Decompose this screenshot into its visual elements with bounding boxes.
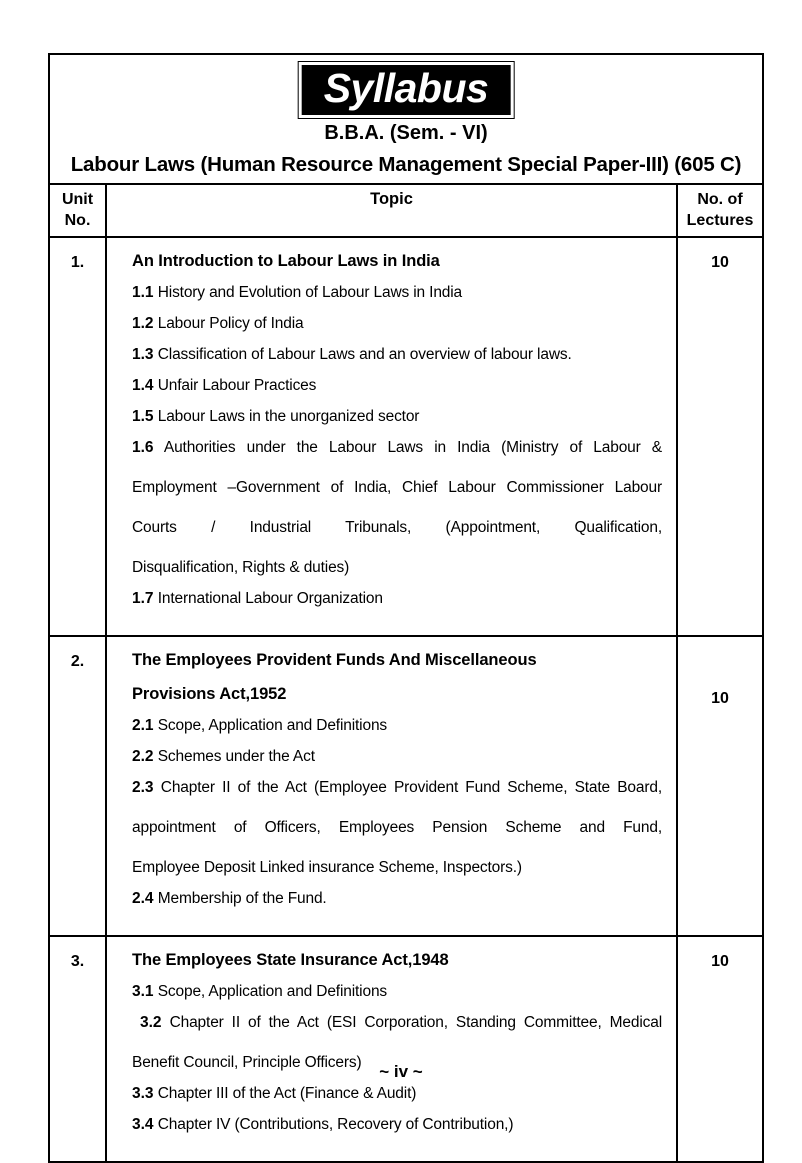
topic-item-text: Chapter IV (Contributions, Recovery of Contribution,) — [157, 1116, 514, 1133]
unit-heading-line1: The Employees Provident Funds And Miscellaneous — [132, 651, 537, 669]
topic-item-number: 1.4 — [132, 377, 154, 394]
topic-item-number: 1.6 — [132, 439, 154, 456]
topic-item — [132, 1115, 662, 1135]
topic-item-text: Labour Laws in the unorganized sector — [157, 408, 420, 425]
topic-item-number: 2.1 — [132, 717, 154, 734]
column-header-topic — [107, 185, 678, 236]
syllabus-table — [48, 53, 764, 1163]
topic-item-text: Membership of the Fund. — [157, 890, 327, 907]
column-header-lectures — [678, 185, 762, 236]
topic-item-text: International Labour Organization — [157, 590, 383, 607]
topic-item — [132, 778, 662, 878]
topic-item-number: 2.2 — [132, 748, 154, 765]
topic-item-number: 2.3 — [132, 779, 154, 796]
topic-item-number: 3.3 — [132, 1085, 154, 1102]
topic-item-text: Schemes under the Act — [157, 748, 315, 765]
topic-item — [132, 889, 662, 909]
unit-number: 1. — [50, 238, 107, 635]
topic-item-line: Authorities under the Labour Laws in India (Ministry of Labour & — [163, 439, 662, 456]
topic-item — [132, 438, 662, 578]
topic-item-number: 1.5 — [132, 408, 154, 425]
topic-item-number: 1.1 — [132, 284, 154, 301]
unit-number: 3. — [50, 937, 107, 1161]
column-header-lectures-line2: Lectures — [686, 212, 754, 229]
topic-item-line: Courts / Industrial Tribunals, (Appointment, Qualification, — [132, 519, 662, 536]
column-header-unit-no-line1: Unit — [61, 191, 94, 208]
topic-item — [132, 376, 662, 396]
topic-item-number: 3.2 — [140, 1014, 162, 1031]
unit-heading-line2: Provisions Act,1952 — [132, 685, 287, 703]
topic-item-line: appointment of Officers, Employees Pension Scheme and Fund, — [132, 819, 662, 836]
paper-title: Labour Laws (Human Resource Management Special Paper-III) (605 C) — [50, 150, 762, 185]
topic-item-text: Classification of Labour Laws and an overview of labour laws. — [157, 346, 572, 363]
column-header-lectures-line1: No. of — [697, 191, 743, 208]
unit-topic-cell — [107, 238, 678, 635]
topic-item-text: Unfair Labour Practices — [157, 377, 317, 394]
topic-item — [132, 589, 662, 609]
table-row — [50, 238, 762, 637]
topic-item-number: 2.4 — [132, 890, 154, 907]
topic-item-number: 1.3 — [132, 346, 154, 363]
unit-heading: An Introduction to Labour Laws in India — [132, 252, 440, 270]
course-label: B.B.A. (Sem. - VI) — [324, 122, 488, 144]
unit-lecture-count: 10 — [711, 254, 729, 271]
topic-item-line: Employee Deposit Linked insurance Scheme, Inspectors.) — [132, 859, 522, 876]
unit-heading — [132, 650, 662, 705]
column-header-unit-no — [50, 185, 107, 236]
topic-item-text: Scope, Application and Definitions — [157, 983, 388, 1000]
syllabus-banner-label: Syllabus — [302, 65, 511, 115]
topic-item-text: History and Evolution of Labour Laws in India — [157, 284, 463, 301]
topic-item — [132, 716, 662, 736]
topic-item — [132, 982, 662, 1002]
topic-item-line: Benefit Council, Principle Officers) — [132, 1054, 362, 1071]
column-header-topic-label: Topic — [370, 190, 413, 208]
unit-heading: The Employees State Insurance Act,1948 — [132, 951, 449, 969]
topic-item — [132, 314, 662, 334]
topic-item-number: 1.7 — [132, 590, 154, 607]
table-row — [50, 937, 762, 1161]
topic-item-line: Chapter II of the Act (Employee Provident Fund Scheme, State Board, — [160, 779, 662, 796]
topic-item-line: Disqualification, Rights & duties) — [132, 559, 350, 576]
topic-item-text: Chapter III of the Act (Finance & Audit) — [157, 1085, 417, 1102]
page-footer: ~ iv ~ — [379, 1062, 423, 1081]
unit-number: 2. — [50, 637, 107, 935]
topic-item-text: Scope, Application and Definitions — [157, 717, 388, 734]
table-header-row — [50, 185, 762, 238]
unit-topic-cell — [107, 937, 678, 1161]
topic-item-number: 3.1 — [132, 983, 154, 1000]
unit-topic-cell — [107, 637, 678, 935]
unit-lecture-count: 10 — [711, 953, 729, 970]
topic-item — [132, 407, 662, 427]
topic-item — [132, 283, 662, 303]
topic-item-line: Chapter II of the Act (ESI Corporation, Standing Committee, Medical — [169, 1014, 662, 1031]
table-row — [50, 637, 762, 937]
syllabus-banner-row — [50, 55, 762, 117]
topic-item — [132, 1084, 662, 1104]
column-header-unit-no-line2: No. — [64, 212, 91, 229]
unit-lecture-count: 10 — [711, 690, 729, 707]
syllabus-banner-box — [298, 61, 515, 119]
topic-item — [132, 345, 662, 365]
topic-item-number: 3.4 — [132, 1116, 154, 1133]
topic-item-text: Labour Policy of India — [157, 315, 304, 332]
topic-item — [132, 747, 662, 767]
topic-item-number: 1.2 — [132, 315, 154, 332]
topic-item-line: Employment –Government of India, Chief Labour Commissioner Labour — [132, 479, 662, 496]
